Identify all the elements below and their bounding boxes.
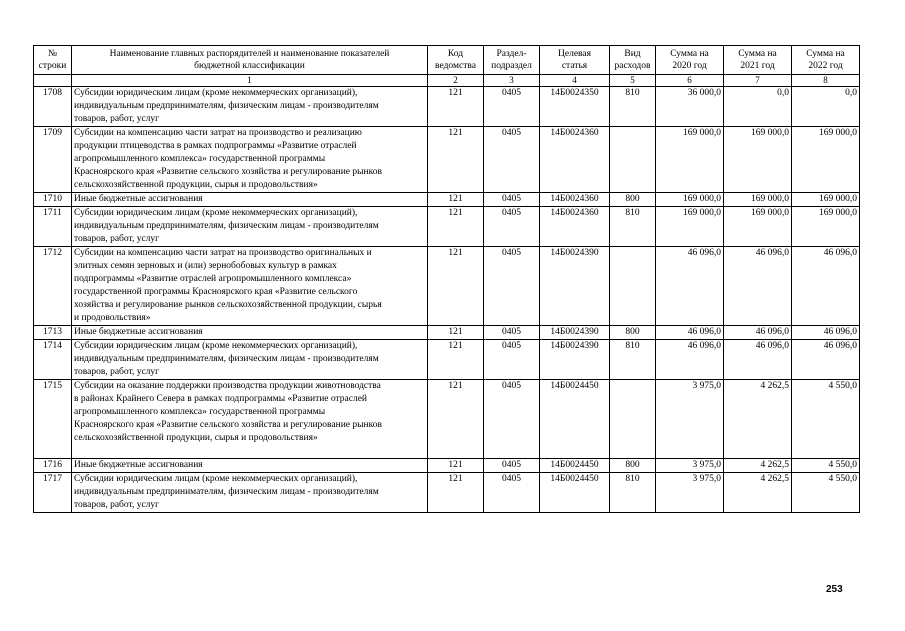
row-number: 1712 bbox=[34, 247, 72, 326]
header-section: Раздел- подраздел bbox=[484, 46, 540, 75]
row-sum-2021: 46 096,0 bbox=[724, 326, 792, 340]
row-section: 0405 bbox=[484, 193, 540, 207]
row-sum-2021: 169 000,0 bbox=[724, 207, 792, 247]
table-row bbox=[34, 459, 860, 473]
row-sum-2021: 0,0 bbox=[724, 87, 792, 127]
row-target-article: 14Б0024390 bbox=[540, 247, 610, 326]
row-sum-2022: 169 000,0 bbox=[792, 193, 860, 207]
row-section: 0405 bbox=[484, 326, 540, 340]
row-sum-2020: 169 000,0 bbox=[656, 127, 724, 193]
table-row bbox=[34, 473, 860, 513]
row-name: Субсидии юридическим лицам (кроме некоммерческих организаций), индивидуальным предпринимателям, физическим лицам - производителям товаров, работ, услуг bbox=[72, 207, 428, 247]
row-expense-kind: 800 bbox=[610, 459, 656, 473]
row-name: Субсидии юридическим лицам (кроме некоммерческих организаций), индивидуальным предпринимателям, физическим лицам - производителям товаров, работ, услуг bbox=[72, 87, 428, 127]
row-target-article: 14Б0024450 bbox=[540, 473, 610, 513]
row-section: 0405 bbox=[484, 340, 540, 380]
row-dept-code: 121 bbox=[428, 127, 484, 193]
header-row bbox=[34, 46, 860, 75]
row-section: 0405 bbox=[484, 459, 540, 473]
row-sum-2020: 46 096,0 bbox=[656, 326, 724, 340]
row-sum-2021: 4 262,5 bbox=[724, 380, 792, 459]
row-expense-kind: 800 bbox=[610, 326, 656, 340]
row-expense-kind: 810 bbox=[610, 473, 656, 513]
row-target-article: 14Б0024390 bbox=[540, 326, 610, 340]
table-row bbox=[34, 193, 860, 207]
row-sum-2021: 169 000,0 bbox=[724, 193, 792, 207]
row-name: Субсидии на компенсацию части затрат на производство оригинальных и элитных семян зерновых и (или) зернобобовых культур в рамках подпрограммы «Развитие отраслей агропромышленного комплекса» государственной программы Красноярского края «Развитие сельского хозяйства и регулирование рынков сельскохозяйственной продукции, сырья и продовольствия» bbox=[72, 247, 428, 326]
column-number: 2 bbox=[428, 75, 484, 87]
row-number: 1713 bbox=[34, 326, 72, 340]
column-number bbox=[34, 75, 72, 87]
row-dept-code: 121 bbox=[428, 247, 484, 326]
row-expense-kind bbox=[610, 127, 656, 193]
row-number: 1710 bbox=[34, 193, 72, 207]
row-expense-kind: 810 bbox=[610, 207, 656, 247]
row-sum-2020: 36 000,0 bbox=[656, 87, 724, 127]
header-sum-2020: Сумма на 2020 год bbox=[656, 46, 724, 75]
column-number: 6 bbox=[656, 75, 724, 87]
row-expense-kind: 800 bbox=[610, 193, 656, 207]
row-sum-2020: 46 096,0 bbox=[656, 247, 724, 326]
row-name: Субсидии на оказание поддержки производства продукции животноводства в районах Крайнего Севера в рамках подпрограммы «Развитие отраслей агропромышленного комплекса» государственной программы Красноярского края «Развитие сельского хозяйства и регулирование рынков сельскохозяйственной продукции, сырья и продовольствия» bbox=[72, 380, 428, 459]
row-sum-2022: 4 550,0 bbox=[792, 473, 860, 513]
header-expense-kind: Вид расходов bbox=[610, 46, 656, 75]
table-row bbox=[34, 127, 860, 193]
table-row bbox=[34, 207, 860, 247]
row-section: 0405 bbox=[484, 207, 540, 247]
row-number: 1708 bbox=[34, 87, 72, 127]
column-number: 7 bbox=[724, 75, 792, 87]
header-sum-2022: Сумма на 2022 год bbox=[792, 46, 860, 75]
budget-table bbox=[33, 45, 860, 513]
row-sum-2022: 4 550,0 bbox=[792, 459, 860, 473]
header-target-article: Целевая статья bbox=[540, 46, 610, 75]
row-number: 1715 bbox=[34, 380, 72, 459]
row-name: Субсидии на компенсацию части затрат на производство и реализацию продукции птицеводства в рамках подпрограммы «Развитие отраслей агропромышленного комплекса» государственной программы Красноярского края «Развитие сельского хозяйства и регулирование рынков сельскохозяйственной продукции, сырья и продовольствия» bbox=[72, 127, 428, 193]
column-number-row bbox=[34, 75, 860, 87]
row-number: 1711 bbox=[34, 207, 72, 247]
row-sum-2021: 46 096,0 bbox=[724, 340, 792, 380]
row-sum-2021: 46 096,0 bbox=[724, 247, 792, 326]
row-section: 0405 bbox=[484, 127, 540, 193]
row-name: Иные бюджетные ассигнования bbox=[72, 459, 428, 473]
row-section: 0405 bbox=[484, 380, 540, 459]
column-number: 1 bbox=[72, 75, 428, 87]
page-number: 253 bbox=[826, 584, 843, 595]
row-sum-2022: 46 096,0 bbox=[792, 340, 860, 380]
row-section: 0405 bbox=[484, 473, 540, 513]
row-sum-2020: 169 000,0 bbox=[656, 193, 724, 207]
table-row bbox=[34, 380, 860, 459]
row-expense-kind: 810 bbox=[610, 340, 656, 380]
row-expense-kind bbox=[610, 247, 656, 326]
row-sum-2022: 46 096,0 bbox=[792, 326, 860, 340]
row-sum-2020: 169 000,0 bbox=[656, 207, 724, 247]
row-sum-2022: 46 096,0 bbox=[792, 247, 860, 326]
row-section: 0405 bbox=[484, 247, 540, 326]
row-sum-2021: 4 262,5 bbox=[724, 473, 792, 513]
table-row bbox=[34, 326, 860, 340]
column-number: 3 bbox=[484, 75, 540, 87]
row-name: Иные бюджетные ассигнования bbox=[72, 326, 428, 340]
row-target-article: 14Б0024360 bbox=[540, 127, 610, 193]
row-name: Иные бюджетные ассигнования bbox=[72, 193, 428, 207]
row-target-article: 14Б0024450 bbox=[540, 380, 610, 459]
header-dept-code: Код ведомства bbox=[428, 46, 484, 75]
row-sum-2022: 169 000,0 bbox=[792, 127, 860, 193]
header-name: Наименование главных распорядителей и наименование показателей бюджетной классификации bbox=[72, 46, 428, 75]
row-dept-code: 121 bbox=[428, 473, 484, 513]
table-row bbox=[34, 87, 860, 127]
row-expense-kind: 810 bbox=[610, 87, 656, 127]
table-header bbox=[34, 46, 860, 87]
row-sum-2020: 3 975,0 bbox=[656, 459, 724, 473]
row-target-article: 14Б0024450 bbox=[540, 459, 610, 473]
row-dept-code: 121 bbox=[428, 459, 484, 473]
row-sum-2022: 0,0 bbox=[792, 87, 860, 127]
header-sum-2021: Сумма на 2021 год bbox=[724, 46, 792, 75]
row-section: 0405 bbox=[484, 87, 540, 127]
row-target-article: 14Б0024360 bbox=[540, 207, 610, 247]
row-dept-code: 121 bbox=[428, 207, 484, 247]
row-sum-2020: 46 096,0 bbox=[656, 340, 724, 380]
row-sum-2020: 3 975,0 bbox=[656, 473, 724, 513]
row-sum-2021: 169 000,0 bbox=[724, 127, 792, 193]
table-body bbox=[34, 87, 860, 513]
row-sum-2022: 4 550,0 bbox=[792, 380, 860, 459]
row-target-article: 14Б0024390 bbox=[540, 340, 610, 380]
column-number: 4 bbox=[540, 75, 610, 87]
row-dept-code: 121 bbox=[428, 193, 484, 207]
row-number: 1709 bbox=[34, 127, 72, 193]
table-row bbox=[34, 247, 860, 326]
column-number: 5 bbox=[610, 75, 656, 87]
row-number: 1714 bbox=[34, 340, 72, 380]
row-sum-2022: 169 000,0 bbox=[792, 207, 860, 247]
row-target-article: 14Б0024350 bbox=[540, 87, 610, 127]
row-dept-code: 121 bbox=[428, 340, 484, 380]
row-sum-2020: 3 975,0 bbox=[656, 380, 724, 459]
row-name: Субсидии юридическим лицам (кроме некоммерческих организаций), индивидуальным предпринимателям, физическим лицам - производителям товаров, работ, услуг bbox=[72, 473, 428, 513]
row-name: Субсидии юридическим лицам (кроме некоммерческих организаций), индивидуальным предпринимателям, физическим лицам - производителям товаров, работ, услуг bbox=[72, 340, 428, 380]
row-dept-code: 121 bbox=[428, 380, 484, 459]
row-dept-code: 121 bbox=[428, 87, 484, 127]
row-dept-code: 121 bbox=[428, 326, 484, 340]
header-row-number: № строки bbox=[34, 46, 72, 75]
row-expense-kind bbox=[610, 380, 656, 459]
row-number: 1717 bbox=[34, 473, 72, 513]
column-number: 8 bbox=[792, 75, 860, 87]
row-sum-2021: 4 262,5 bbox=[724, 459, 792, 473]
row-number: 1716 bbox=[34, 459, 72, 473]
row-target-article: 14Б0024360 bbox=[540, 193, 610, 207]
table-row bbox=[34, 340, 860, 380]
